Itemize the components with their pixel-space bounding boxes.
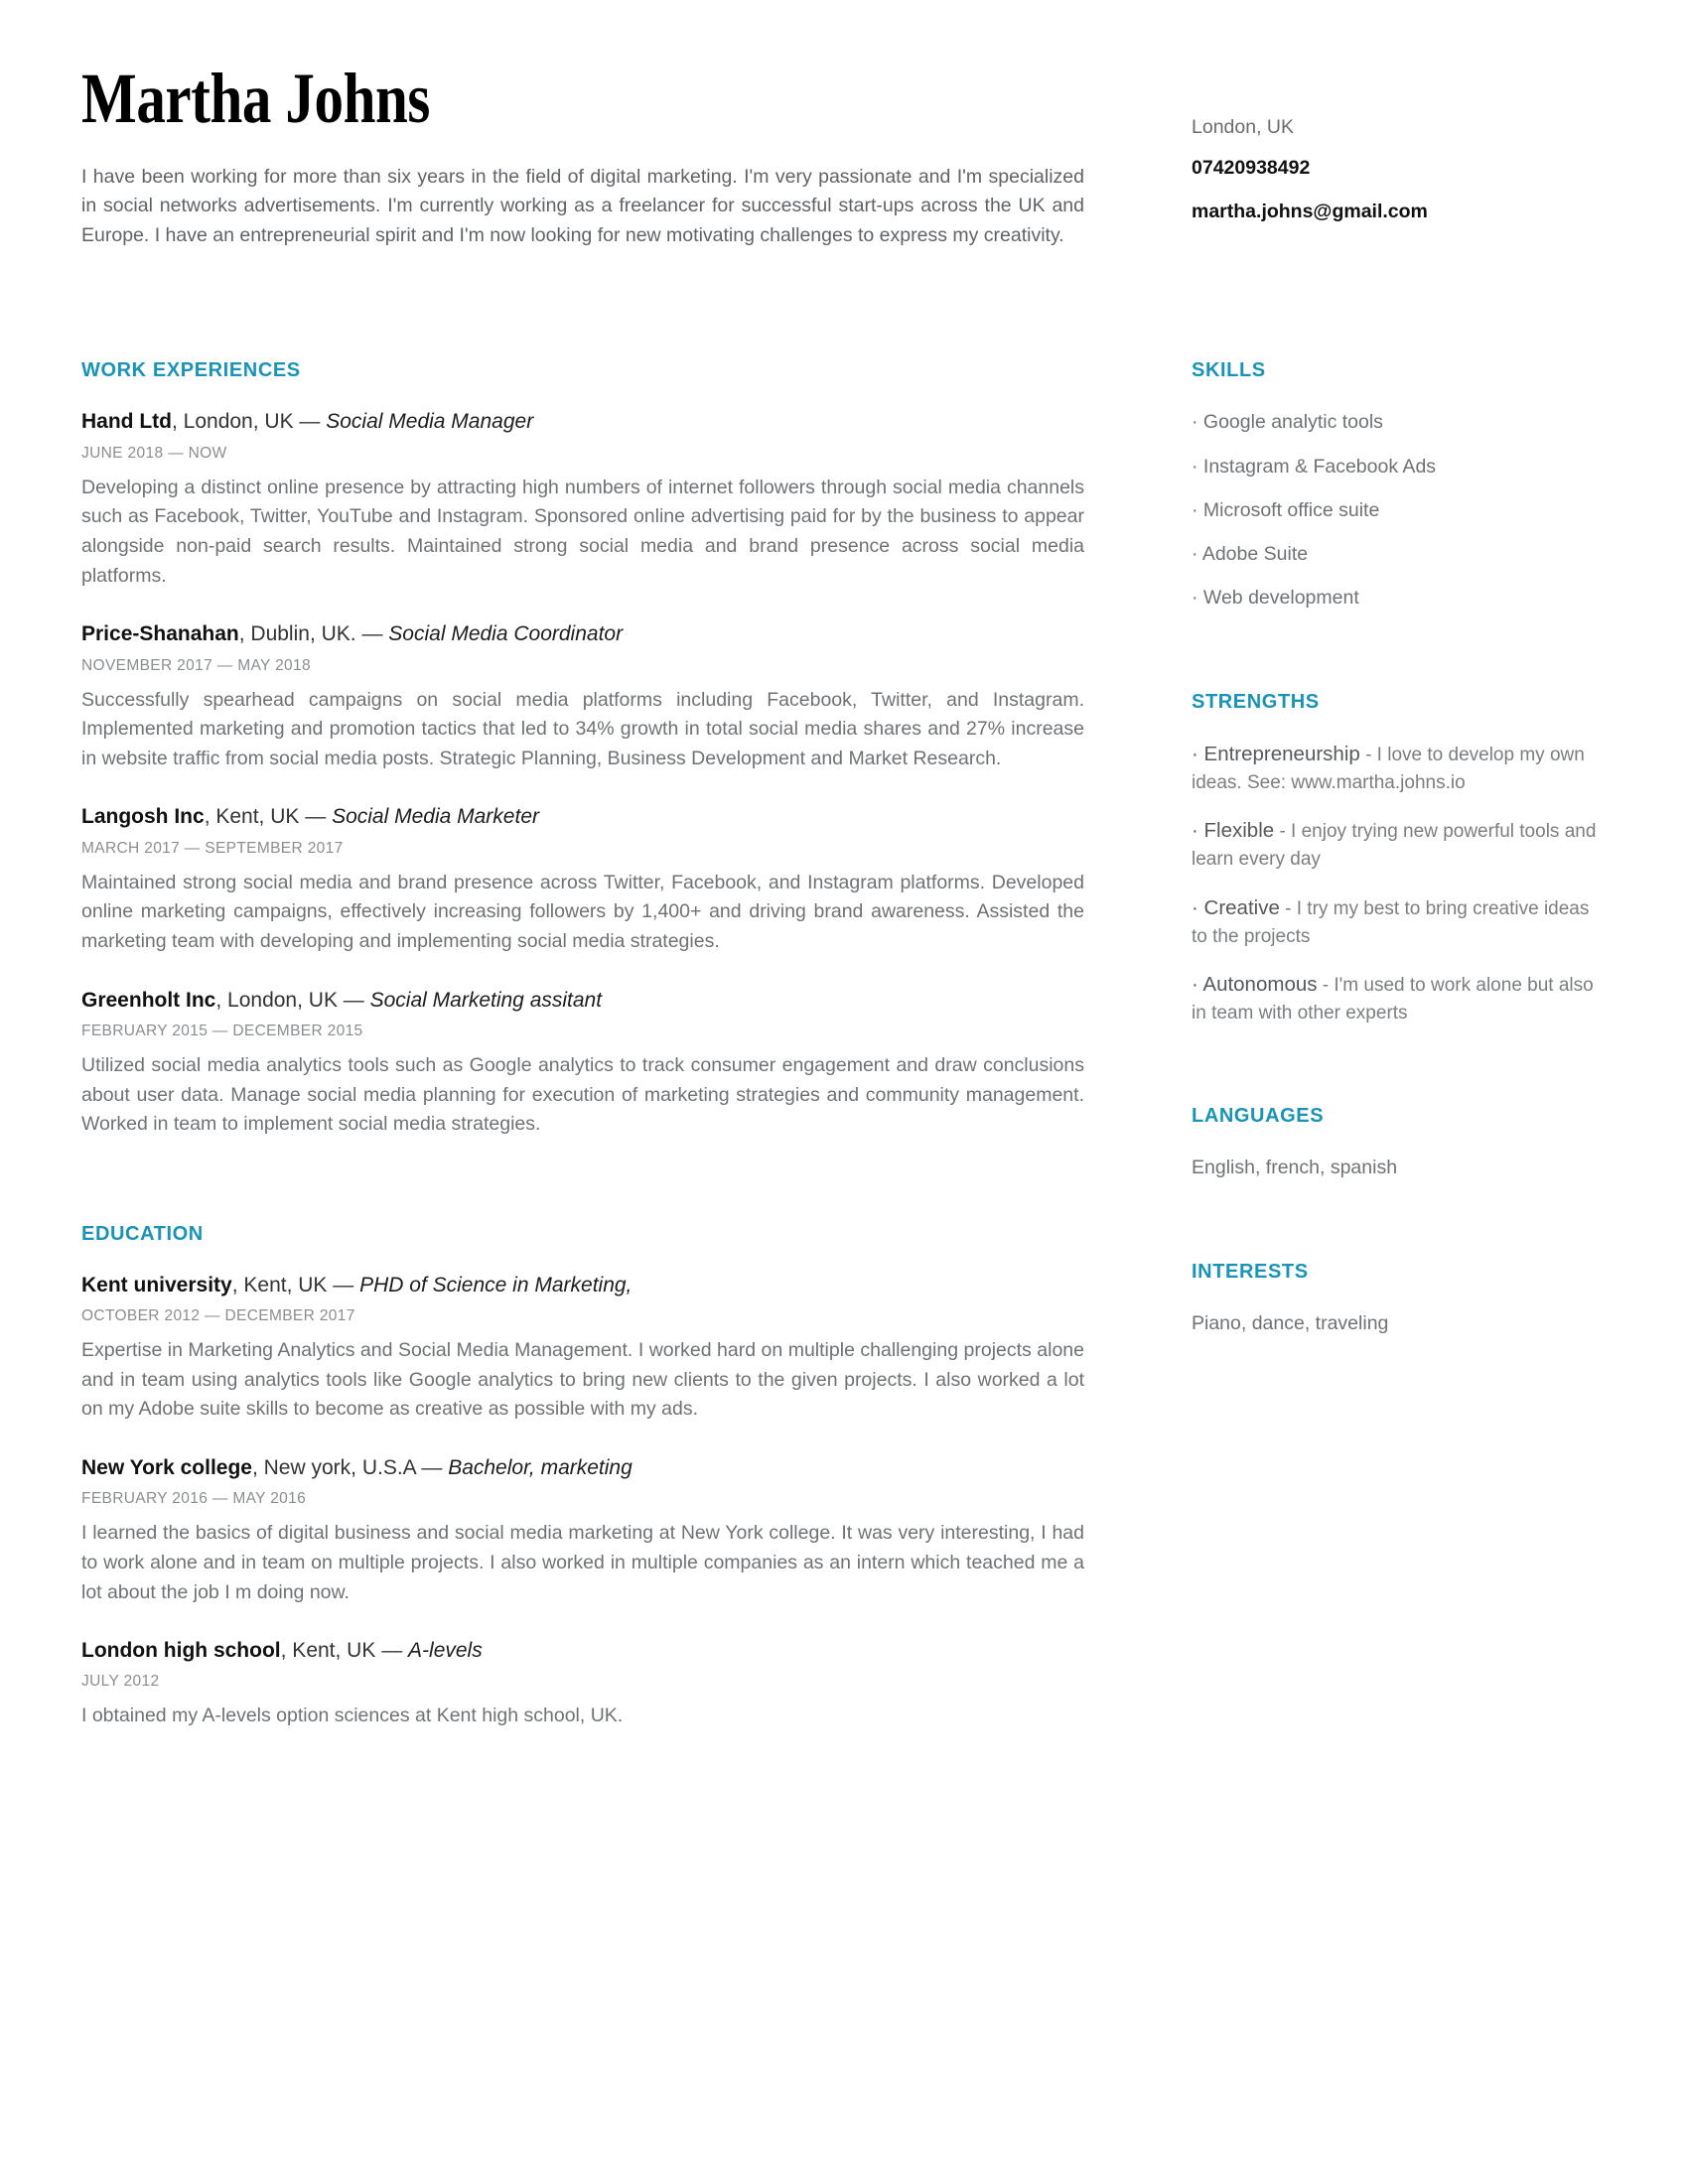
education-entry-description: Expertise in Marketing Analytics and Social Media Management. I worked hard on multiple challenging projects alone and in team using analytics tools like Google analytics to bring new clients to the given projects. I also worked a lot on my Adobe suite skills to become as creative as possible with my ads.	[81, 1339, 1084, 1421]
work-entry-org: Greenholt Inc	[81, 988, 216, 1012]
sidebar-column	[1180, 359, 1607, 1731]
section-title-education: EDUCATION	[81, 1222, 204, 1245]
work-entry-org: Price-Shanahan	[81, 622, 239, 646]
section-title-work: WORK EXPERIENCES	[81, 359, 301, 382]
contact-phone[interactable]: 07420938492	[1192, 157, 1311, 180]
page-title: Martha Johns	[81, 59, 430, 138]
education-entry-dash: —	[415, 1455, 449, 1479]
strength-item	[1192, 893, 1607, 951]
section-title-skills: SKILLS	[1192, 359, 1266, 382]
section-interests	[1192, 1261, 1607, 1338]
work-entry-org: Hand Ltd	[81, 410, 172, 434]
work-entry	[81, 803, 1084, 956]
education-entry-location: , New york, U.S.A	[251, 1455, 416, 1479]
contact-location: London, UK	[1192, 116, 1294, 138]
work-entry-location: , London, UK	[171, 410, 294, 434]
strength-description: - I'm used to work alone but also in team with other experts	[1192, 975, 1594, 1024]
work-entry-heading	[81, 803, 1084, 830]
work-entry-location: , Dublin, UK.	[238, 622, 356, 646]
section-skills	[1192, 359, 1607, 613]
section-strengths	[1192, 691, 1607, 1028]
education-entry-heading	[81, 1637, 1084, 1664]
work-entry-description: Utilized social media analytics tools such as Google analytics to track consumer engagement and draw conclusions about user data. Manage social media planning for execution of marketing strategies and community management. Worked in team to implement social media strategies.	[81, 1053, 1084, 1136]
education-entry-location: , Kent, UK	[280, 1639, 376, 1663]
work-entry-role: Social Media Manager	[326, 410, 534, 434]
work-entry-date: JUNE 2018 — NOW	[81, 444, 227, 462]
contact-block	[1180, 62, 1607, 240]
section-work-experiences	[81, 359, 1084, 1139]
resume-body	[81, 359, 1607, 1731]
strength-item	[1192, 970, 1607, 1027]
skill-item: · Adobe Suite	[1192, 543, 1309, 566]
education-entry	[81, 1272, 1084, 1425]
strength-name: · Autonomous	[1192, 973, 1318, 997]
education-entry-degree: PHD of Science in Marketing,	[359, 1273, 633, 1297]
work-entry-heading	[81, 620, 1084, 647]
strength-name: · Flexible	[1192, 819, 1275, 843]
education-entry-heading	[81, 1272, 1084, 1298]
section-languages	[1192, 1105, 1607, 1182]
work-entry-location: , Kent, UK	[204, 805, 300, 829]
education-entry-org: New York college	[81, 1455, 252, 1479]
work-entry-role: Social Media Marketer	[332, 805, 539, 829]
strength-name: · Entrepreneurship	[1192, 742, 1360, 765]
education-entry-date: FEBRUARY 2016 — MAY 2016	[81, 1490, 307, 1508]
work-entry	[81, 987, 1084, 1140]
strength-name: · Creative	[1192, 895, 1280, 919]
work-entry	[81, 620, 1084, 773]
education-entry-org: London high school	[81, 1639, 281, 1663]
work-entry-dash: —	[299, 805, 333, 829]
education-entry-dash: —	[375, 1639, 409, 1663]
work-entry	[81, 408, 1084, 591]
work-entry-date: FEBRUARY 2015 — DECEMBER 2015	[81, 1022, 363, 1039]
education-entry	[81, 1637, 1084, 1731]
education-entry-date: JULY 2012	[81, 1673, 160, 1691]
skill-item: · Web development	[1192, 587, 1359, 610]
education-entry-description: I obtained my A-levels option sciences at Kent high school, UK.	[81, 1705, 624, 1727]
section-education	[81, 1223, 1084, 1731]
education-entry-location: , Kent, UK	[231, 1273, 328, 1297]
education-entry-heading	[81, 1454, 1084, 1481]
skill-item: · Instagram & Facebook Ads	[1192, 455, 1437, 478]
strength-item	[1192, 740, 1607, 797]
work-entry-date: NOVEMBER 2017 — MAY 2018	[81, 656, 311, 674]
profile-summary: I have been working for more than six years in the field of digital marketing. I'm very passionate and I'm specialized in social networks advertisements. I'm currently working as a freelancer for successful start-ups across the UK and Europe. I have an entrepreneurial spirit and I'm now looking for new motivating challenges to express my creativity.	[81, 165, 1084, 246]
work-entry-role: Social Media Coordinator	[388, 622, 624, 646]
education-entry-date: OCTOBER 2012 — DECEMBER 2017	[81, 1307, 355, 1325]
strength-item	[1192, 816, 1607, 874]
education-entry-org: Kent university	[81, 1273, 232, 1297]
section-title-languages: LANGUAGES	[1192, 1105, 1325, 1128]
skill-item: · Microsoft office suite	[1192, 498, 1380, 521]
work-entry-heading	[81, 987, 1084, 1014]
strength-description: - I enjoy trying new powerful tools and learn every day	[1192, 821, 1597, 871]
education-entry-degree: A-levels	[408, 1639, 483, 1663]
contact-email[interactable]: martha.johns@gmail.com	[1192, 200, 1428, 222]
work-entry-org: Langosh Inc	[81, 805, 205, 829]
work-entry-dash: —	[355, 622, 389, 646]
strength-description: - I love to develop my own ideas. See: www.martha.johns.io	[1192, 744, 1585, 794]
education-entry	[81, 1454, 1084, 1607]
resume-header	[81, 59, 1607, 250]
work-entry-description: Successfully spearhead campaigns on social media platforms including Facebook, Twitter, and Instagram. Implemented marketing and promotion tactics that led to 34% growth in total social media shares and 27% increase in website traffic from social media posts. Strategic Planning, Business Development and Market Research.	[81, 688, 1084, 769]
strength-description: - I try my best to bring creative ideas to the projects	[1192, 897, 1590, 947]
education-entry-degree: Bachelor, marketing	[448, 1455, 633, 1479]
work-entry-date: MARCH 2017 — SEPTEMBER 2017	[81, 839, 344, 857]
education-entry-description: I learned the basics of digital business and social media marketing at New York college. It was very interesting, I had to work alone and in team on multiple projects. I also worked in multiple companies as an intern which teached me a lot about the job I m doing now.	[81, 1522, 1084, 1603]
education-entry-dash: —	[327, 1273, 360, 1297]
section-title-strengths: STRENGTHS	[1192, 690, 1320, 713]
work-entry-role: Social Marketing assitant	[369, 988, 603, 1012]
work-entry-description: Developing a distinct online presence by attracting high numbers of internet followers through social media channels such as Facebook, Twitter, YouTube and Instagram. Sponsored online advertising paid for by the business to appear alongside non-paid search results. Maintained strong social media and brand presence across social media platforms.	[81, 476, 1084, 587]
header-left	[81, 59, 1084, 250]
interests-text: Piano, dance, traveling	[1192, 1311, 1389, 1334]
work-entry-dash: —	[337, 988, 370, 1012]
work-entry-heading	[81, 408, 1084, 435]
work-entry-dash: —	[293, 410, 327, 434]
section-title-interests: INTERESTS	[1192, 1260, 1309, 1283]
skill-item: · Google analytic tools	[1192, 411, 1383, 434]
languages-text: English, french, spanish	[1192, 1157, 1398, 1179]
main-column	[81, 359, 1084, 1731]
work-entry-location: , London, UK	[215, 988, 338, 1012]
work-entry-description: Maintained strong social media and brand presence across Twitter, Facebook, and Instagram platforms. Developed online marketing campaigns, effectively increasing followers by 1,400+ and driving brand awareness. Assisted the marketing team with developing and implementing social media strategies.	[81, 871, 1084, 952]
